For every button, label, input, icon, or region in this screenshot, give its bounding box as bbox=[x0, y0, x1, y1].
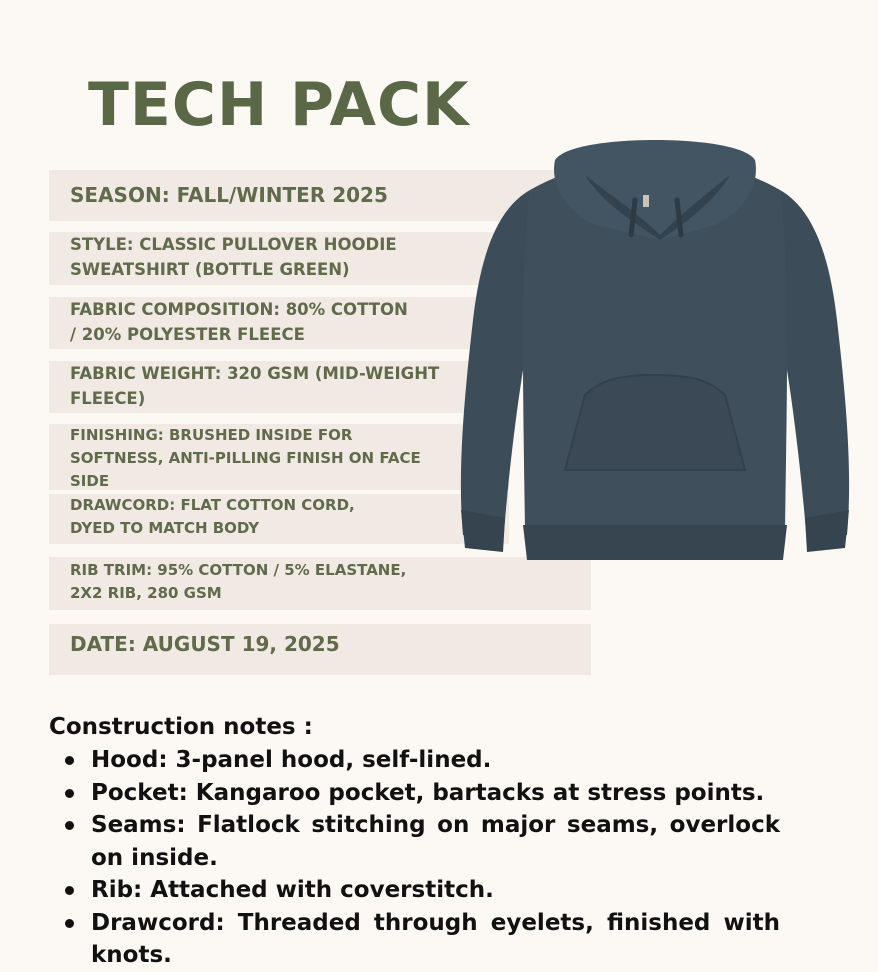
spec-fabric-composition bbox=[49, 297, 509, 349]
note-text: Pocket: Kangaroo pocket, bartacks at stress points. bbox=[91, 779, 765, 806]
spec-drawcord-line-1: DRAWCORD: FLAT COTTON CORD, bbox=[70, 496, 355, 514]
bullet-icon bbox=[65, 919, 74, 928]
spec-style-line-1: STYLE: CLASSIC PULLOVER HOODIE bbox=[70, 235, 397, 254]
spec-fabric-composition-line-2: / 20% POLYESTER FLEECE bbox=[70, 325, 305, 344]
spec-drawcord bbox=[49, 494, 509, 544]
spec-finishing-line-2: SOFTNESS, ANTI-PILLING FINISH ON FACE bbox=[70, 449, 421, 467]
bullet-icon bbox=[65, 886, 74, 895]
list-item bbox=[62, 777, 780, 810]
spec-finishing-line-1: FINISHING: BRUSHED INSIDE FOR bbox=[70, 426, 353, 444]
spec-date-text: DATE: AUGUST 19, 2025 bbox=[70, 632, 340, 656]
spec-season-text: SEASON: FALL/WINTER 2025 bbox=[70, 183, 388, 207]
note-text: Hood: 3-panel hood, self-lined. bbox=[91, 747, 492, 773]
bullet-icon bbox=[65, 821, 74, 830]
spec-fabric-weight-line-2: FLEECE) bbox=[70, 389, 146, 408]
page-title: TECH PACK bbox=[88, 70, 470, 140]
spec-rib-trim-line-2: 2X2 RIB, 280 GSM bbox=[70, 584, 222, 602]
spec-style bbox=[49, 232, 509, 285]
note-text: Drawcord: Threaded through eyelets, finished with knots. bbox=[91, 909, 780, 968]
note-text: Rib: Attached with coverstitch. bbox=[91, 877, 494, 903]
spec-drawcord-line-2: DYED TO MATCH BODY bbox=[70, 519, 260, 537]
spec-rib-trim-line-1: RIB TRIM: 95% COTTON / 5% ELASTANE, bbox=[70, 561, 407, 579]
note-text: Seams: Flatlock stitching on major seams, overlock on inside. bbox=[91, 812, 780, 871]
hoodie-illustration bbox=[445, 140, 865, 570]
bullet-icon bbox=[65, 756, 74, 765]
spec-fabric-weight-line-1: FABRIC WEIGHT: 320 GSM (MID-WEIGHT bbox=[70, 364, 440, 383]
spec-style-line-2: SWEATSHIRT (BOTTLE GREEN) bbox=[70, 260, 350, 279]
list-item bbox=[62, 744, 780, 777]
bullet-icon bbox=[65, 789, 74, 798]
spec-finishing-line-3: SIDE bbox=[70, 472, 110, 490]
spec-finishing bbox=[49, 424, 509, 490]
list-item bbox=[62, 907, 780, 972]
construction-notes-heading: Construction notes : bbox=[49, 714, 313, 740]
hoodie-body bbox=[461, 140, 849, 560]
list-item bbox=[62, 809, 780, 874]
list-item bbox=[62, 874, 780, 907]
construction-notes-list bbox=[62, 744, 780, 972]
spec-fabric-weight bbox=[49, 361, 509, 413]
spec-date bbox=[49, 624, 591, 675]
spec-fabric-composition-line-1: FABRIC COMPOSITION: 80% COTTON bbox=[70, 300, 408, 319]
